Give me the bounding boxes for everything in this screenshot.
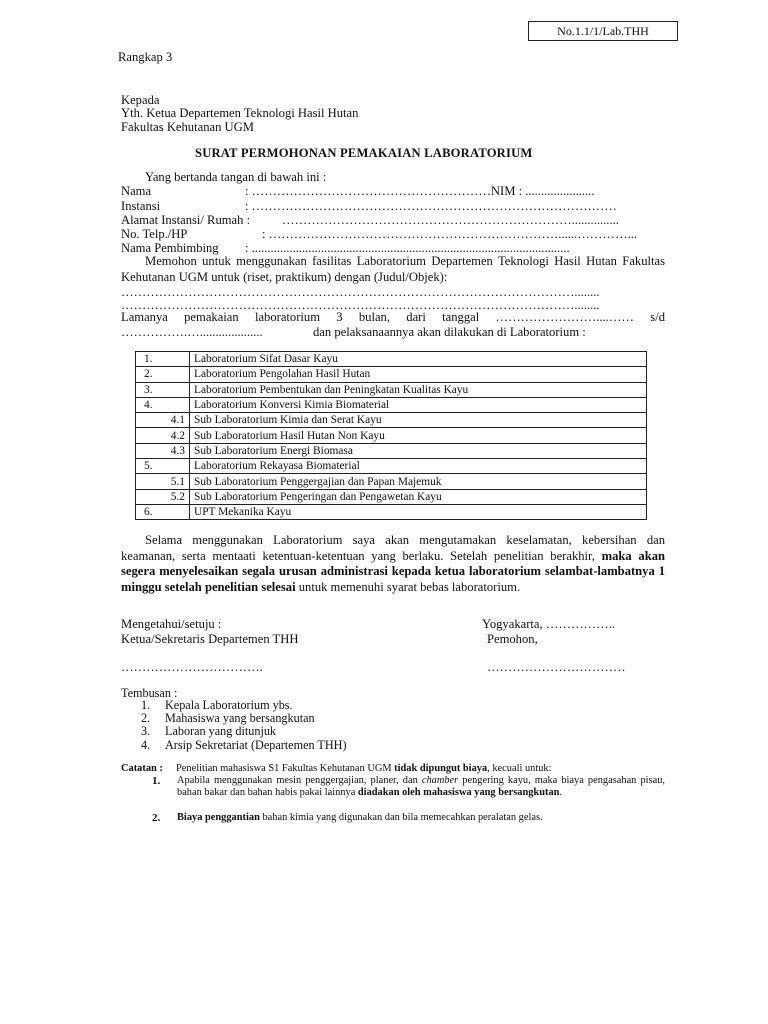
list-item-text: Mahasiswa yang bersangkutan	[165, 711, 315, 726]
note-item1-bold: diadakan oleh mahasiswa yang bersangkutan	[357, 787, 560, 798]
name-label: Nama	[121, 184, 152, 198]
lab-name[interactable]: Sub Laboratorium Kimia dan Serat Kayu	[190, 413, 647, 428]
intro-text: Yang bertanda tangan di bawah ini :	[145, 170, 327, 184]
address-line2: Fakultas Kehutanan UGM	[121, 120, 254, 134]
table-row	[136, 504, 647, 519]
note-item1-text: Apabila menggunakan mesin penggergajian, planer, dan	[177, 775, 422, 786]
note-intro	[176, 763, 552, 775]
table-row	[136, 459, 647, 474]
copy-label: Rangkap 3	[118, 50, 173, 64]
table-row	[136, 352, 647, 367]
address-label: Alamat Instansi/ Rumah :	[121, 213, 251, 227]
table-row	[136, 489, 647, 504]
list-item	[121, 739, 347, 752]
address-to: Kepada	[121, 93, 160, 107]
lab-name[interactable]: UPT Mekanika Kayu	[190, 504, 647, 519]
duration-line: Lamanya pemakaian laboratorium 3 bulan, dari tanggal ……………………....…… s/d	[121, 310, 665, 324]
table-row	[136, 443, 647, 458]
lab-name[interactable]: Laboratorium Rekayasa Biomaterial	[190, 459, 647, 474]
list-item-number: 4.	[141, 737, 151, 752]
safety-text-b: untuk memenuhi syarat bebas laboratorium.	[295, 579, 521, 594]
safety-text-bold: maka akan segera menyelesaikan segala urusan administrasi kepada ketua laboratorium selambat-lambatnya 1 minggu setelah penelitian selesai	[121, 548, 665, 594]
lab-number: 4.	[136, 397, 190, 412]
lab-number: 4.2	[136, 428, 190, 443]
end-date-field[interactable]: …………….…....................	[121, 325, 263, 339]
note-item1-text-b: pengering kayu, maka biaya pengasahan pisau, bahan bakar dan bahan habis pakai lainnya	[177, 775, 665, 798]
place-date: Yogyakarta, ……………..	[482, 617, 616, 631]
list-item-number: 3.	[141, 724, 151, 739]
name-field[interactable]: : …………………………………………………NIM : ......................	[245, 184, 595, 198]
request-paragraph: Memohon untuk menggunakan fasilitas Laboratorium Departemen Teknologi Hasil Hutan Fakultas Kehutanan UGM untuk (riset, praktikum) dengan (Judul/Objek):	[121, 254, 665, 284]
list-item-number: 2.	[141, 711, 151, 726]
lab-name[interactable]: Sub Laboratorium Hasil Hutan Non Kayu	[190, 428, 647, 443]
note-item2-bold: Biaya penggantian	[177, 812, 260, 823]
approver-title: Ketua/Sekretaris Departemen THH	[121, 632, 299, 646]
lab-name[interactable]: Laboratorium Sifat Dasar Kayu	[190, 352, 647, 367]
supervisor-label: Nama Pembimbing	[121, 241, 219, 255]
note-label: Catatan :	[121, 763, 163, 774]
lab-name[interactable]: Sub Laboratorium Penggergajian dan Papan Majemuk	[190, 474, 647, 489]
document-number: No.1.1/1/Lab.THH	[528, 21, 678, 41]
note-item1-italic: chamber	[421, 775, 459, 786]
lab-number: 5.	[136, 459, 190, 474]
lab-name[interactable]: Sub Laboratorium Pengeringan dan Pengawetan Kayu	[190, 489, 647, 504]
cc-label: Tembusan :	[121, 686, 178, 700]
institution-field[interactable]: : ……………………………………………………………………………	[245, 199, 617, 213]
lab-number: 5.2	[136, 489, 190, 504]
lab-name[interactable]: Sub Laboratorium Energi Biomasa	[190, 443, 647, 458]
title-line-2[interactable]: ………………………………………………………………………………………………........	[121, 298, 600, 312]
table-row	[136, 382, 647, 397]
lab-number: 4.3	[136, 443, 190, 458]
address-line1: Yth. Ketua Departemen Teknologi Hasil Hutan	[121, 106, 359, 120]
phone-label: No. Telp./HP	[121, 227, 188, 241]
institution-label: Instansi	[121, 199, 161, 213]
document-title: SURAT PERMOHONAN PEMAKAIAN LABORATORIUM	[195, 146, 533, 160]
supervisor-field[interactable]: : .....................................................................................................	[245, 241, 570, 255]
safety-text-a: Selama menggunakan Laboratorium saya akan mengutamakan keselamatan, kebersihan dan keamanan, serta mentaati ketentuan-ketentuan yang berlaku. Setelah penelitian berakhir,	[121, 533, 665, 563]
note-intro-text: Penelitian mahasiswa S1 Fakultas Kehutanan UGM	[176, 763, 395, 774]
note-item1	[177, 775, 665, 799]
table-row	[136, 413, 647, 428]
note-item2-text: bahan kimia yang digunakan dan bila memecahkan peralatan gelas.	[259, 812, 543, 823]
safety-paragraph	[121, 533, 665, 595]
duration-line2-text: dan pelaksanaannya akan dilakukan di Laboratorium :	[313, 325, 586, 339]
approved-label: Mengetahui/setuju :	[121, 617, 222, 631]
lab-number: 2.	[136, 367, 190, 382]
list-item-text: Kepala Laboratorium ybs.	[165, 698, 293, 712]
note-item2	[177, 812, 543, 824]
applicant-label: Pemohon,	[487, 632, 538, 646]
approver-signature-line[interactable]: …………………………….	[121, 660, 263, 674]
list-item-text: Laboran yang ditunjuk	[165, 724, 277, 739]
applicant-signature-line[interactable]: ……………………………	[487, 660, 626, 674]
title-line-1[interactable]: ………………………………………………………………………………………………........	[121, 285, 600, 299]
laboratory-table	[135, 351, 647, 520]
lab-number: 5.1	[136, 474, 190, 489]
lab-name[interactable]: Laboratorium Pengolahan Hasil Hutan	[190, 367, 647, 382]
note-intro-tail: , kecuali untuk:	[487, 763, 552, 774]
table-row	[136, 428, 647, 443]
lab-number: 4.1	[136, 413, 190, 428]
address-field[interactable]: ……………………………………………………………...............	[282, 213, 619, 227]
lab-name[interactable]: Laboratorium Konversi Kimia Biomaterial	[190, 397, 647, 412]
note-item1-number: 1.	[152, 775, 161, 787]
note-intro-bold: tidak dipungut biaya	[394, 763, 488, 774]
lab-number: 6.	[136, 504, 190, 519]
cc-list	[121, 699, 347, 752]
list-item-number: 1.	[141, 698, 151, 712]
note-item2-number: 2.	[152, 812, 161, 824]
list-item-text: Arsip Sekretariat (Departemen THH)	[165, 737, 347, 752]
lab-number: 3.	[136, 382, 190, 397]
lab-name[interactable]: Laboratorium Pembentukan dan Peningkatan Kualitas Kayu	[190, 382, 647, 397]
table-row	[136, 474, 647, 489]
note-item1-end: .	[559, 787, 563, 798]
table-row	[136, 367, 647, 382]
phone-field[interactable]: : ……………………………………………………………......…………...	[262, 227, 638, 241]
lab-number: 1.	[136, 352, 190, 367]
table-row	[136, 397, 647, 412]
